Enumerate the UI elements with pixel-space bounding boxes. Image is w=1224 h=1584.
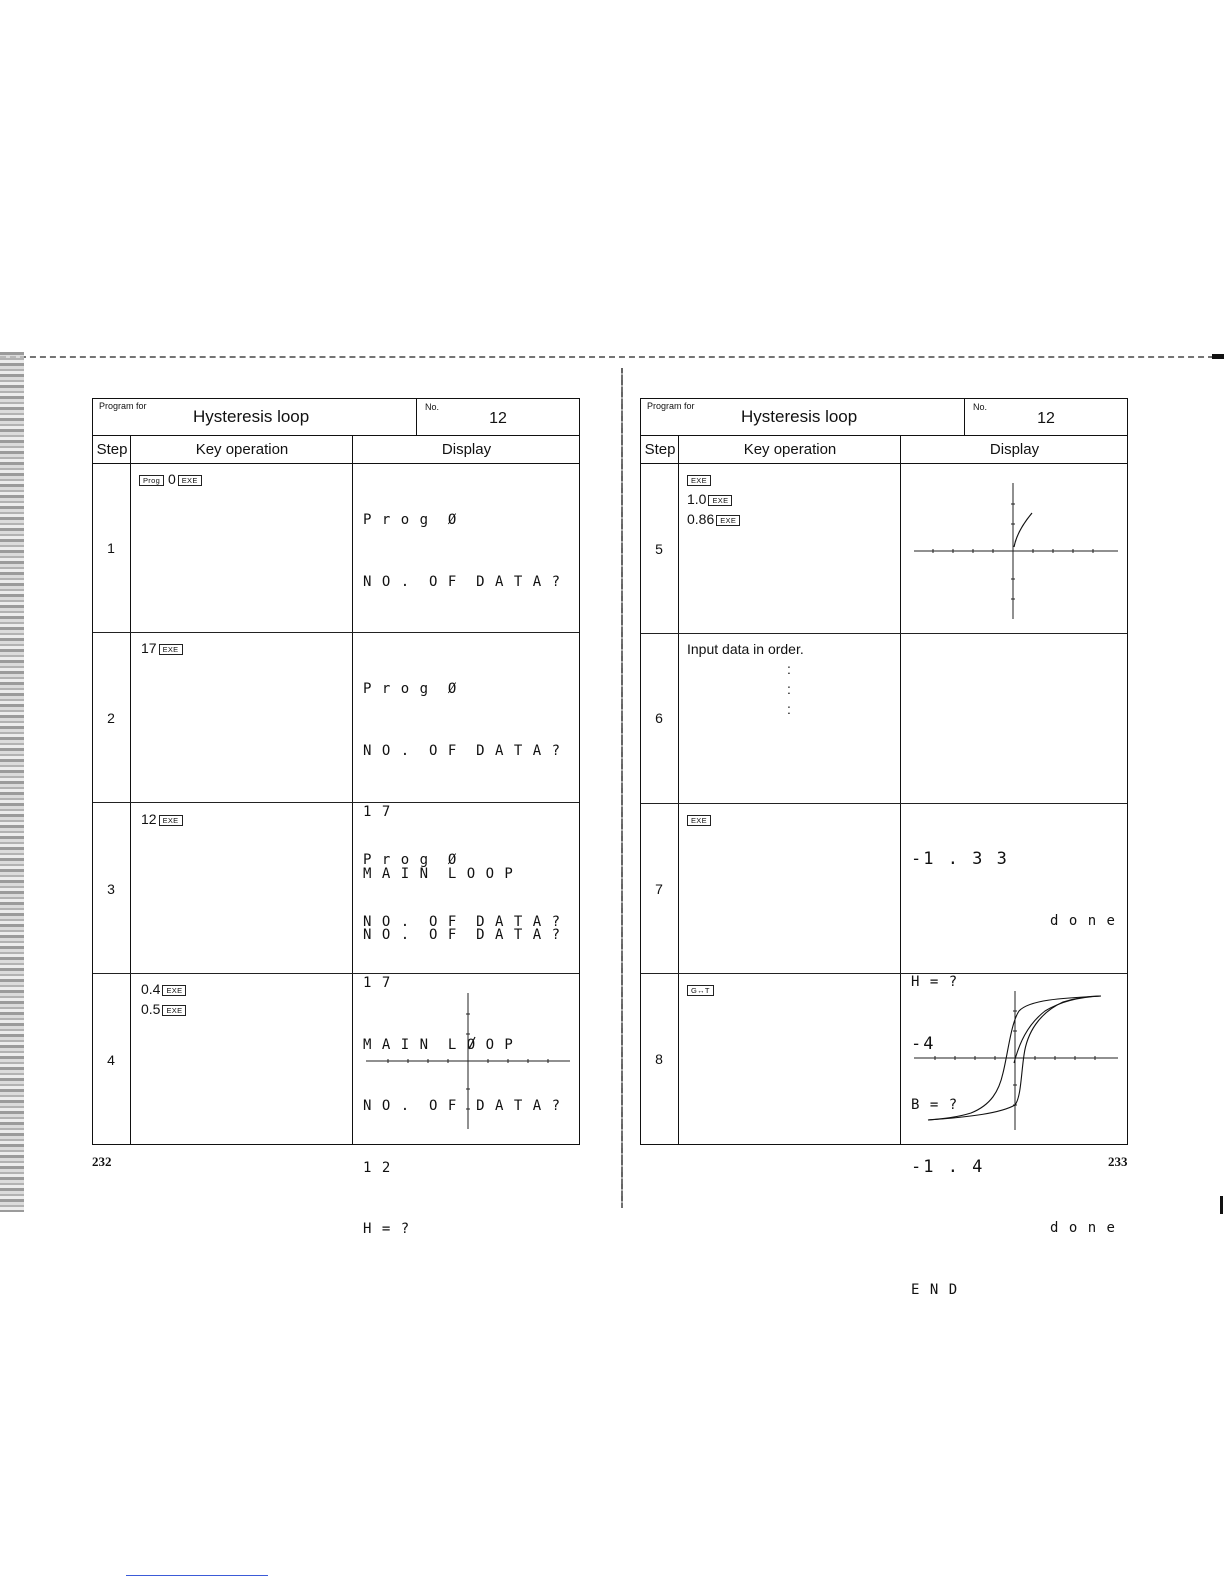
key-value: 17 [141, 640, 157, 656]
key-line [687, 509, 740, 529]
ellipsis-mark: : [787, 661, 791, 677]
right-page [612, 0, 1224, 1584]
instruction-text: Input data in order. [687, 641, 804, 657]
program-title: Hysteresis loop [741, 407, 858, 426]
key-operation [687, 979, 714, 999]
column-divider [900, 435, 901, 1144]
program-number: 12 [489, 410, 507, 427]
key-operation [687, 809, 711, 829]
column-key-operation: Key operation [743, 441, 837, 458]
program-number-label: No. [425, 402, 440, 412]
exe-key: EXE [708, 495, 732, 506]
display-line: H = ? [911, 974, 959, 990]
key-line [141, 979, 186, 999]
program-for-label: Program for [99, 401, 147, 411]
display-line: N O . O F D A T A ? [363, 573, 562, 590]
key-operation [139, 469, 202, 489]
key-value: 0.86 [687, 511, 715, 527]
ellipsis-marks [787, 659, 791, 719]
sheet-header [93, 399, 579, 436]
key-line [687, 489, 740, 509]
step-number: 5 [655, 541, 663, 557]
key-value: 0.4 [141, 981, 161, 997]
display-line: M A I N L O O P [363, 865, 514, 882]
step-number: 7 [655, 881, 663, 897]
page-number: 233 [1108, 1154, 1128, 1169]
key-value: 0.5 [141, 1001, 161, 1017]
graph-curve [1014, 513, 1032, 547]
display-line: 1 7 [363, 975, 392, 991]
program-number-label: No. [973, 402, 988, 412]
key-operation [141, 979, 186, 1019]
step-number: 1 [107, 540, 115, 556]
program-title: Hysteresis loop [193, 407, 310, 426]
step-number: 3 [107, 881, 115, 897]
graph-curve [469, 1037, 475, 1049]
display-line: 1 2 [363, 1159, 392, 1176]
page-number: 232 [92, 1154, 112, 1169]
display-graph [911, 989, 1121, 1134]
exe-key: EXE [159, 815, 183, 826]
exe-key: EXE [162, 985, 186, 996]
prog-key: Prog [139, 475, 164, 486]
display-line: B = ? [911, 1097, 959, 1113]
column-divider [678, 435, 679, 1144]
display-line: P r o g Ø [363, 681, 458, 697]
display-line: N O . O F D A T A ? [363, 913, 562, 930]
key-value: 12 [141, 811, 157, 827]
key-operation [141, 638, 183, 658]
display-line: N O . O F D A T A ? [363, 742, 562, 759]
display-line: 1 7 [363, 804, 392, 820]
display-line: -4 [911, 1033, 936, 1054]
key-line [141, 999, 186, 1019]
program-for-label: Program for [647, 401, 695, 411]
display-line: H = ? [363, 1221, 411, 1237]
display-line: N O . O F D A T A ? [363, 1098, 562, 1114]
key-operation [141, 809, 183, 829]
row-divider [641, 633, 1127, 634]
column-divider [352, 435, 353, 1144]
display-line: N O . O F D A T A ? [363, 927, 562, 943]
display-line: -1 . 3 3 [911, 849, 1009, 869]
display-line: P r o g Ø [363, 512, 458, 528]
step-number: 8 [655, 1051, 663, 1067]
column-header-row [93, 435, 579, 464]
display-line: P r o g Ø [363, 852, 458, 868]
column-display: Display [989, 441, 1040, 458]
step-number: 4 [107, 1052, 115, 1068]
column-key-operation: Key operation [195, 441, 289, 458]
column-header-row [641, 435, 1127, 464]
sheet-header [641, 399, 1127, 436]
graph-text-key: G↔T [687, 985, 714, 996]
step-number: 6 [655, 710, 663, 726]
program-number-box [416, 399, 579, 435]
display-graph [363, 989, 573, 1134]
exe-key: EXE [687, 475, 711, 486]
program-number-box [964, 399, 1127, 435]
column-step: Step [644, 441, 676, 458]
key-operation [687, 469, 740, 529]
row-divider [641, 803, 1127, 804]
display-line: d o n e [1049, 1220, 1116, 1236]
exe-key: EXE [716, 515, 740, 526]
key-line [687, 469, 740, 489]
key-operation [687, 639, 804, 659]
column-display: Display [441, 441, 492, 458]
key-value: 0 [167, 471, 176, 487]
key-value: 1.0 [687, 491, 707, 507]
exe-key: EXE [687, 815, 711, 826]
ellipsis-mark: : [787, 701, 791, 717]
exe-key: EXE [178, 475, 202, 486]
exe-key: EXE [162, 1005, 186, 1016]
display-line: E N D [911, 1281, 959, 1298]
program-number: 12 [1037, 410, 1055, 427]
exe-key: EXE [159, 644, 183, 655]
display-line: d o n e [1049, 912, 1116, 929]
display-line: M A I N L O O P [363, 1036, 514, 1053]
column-divider [130, 435, 131, 1144]
display-graph [911, 479, 1121, 624]
ellipsis-mark: : [787, 681, 791, 697]
step-number: 2 [107, 710, 115, 726]
display-line: -1 . 4 [911, 1156, 985, 1177]
calculator-display [363, 469, 561, 633]
column-step: Step [96, 441, 128, 458]
